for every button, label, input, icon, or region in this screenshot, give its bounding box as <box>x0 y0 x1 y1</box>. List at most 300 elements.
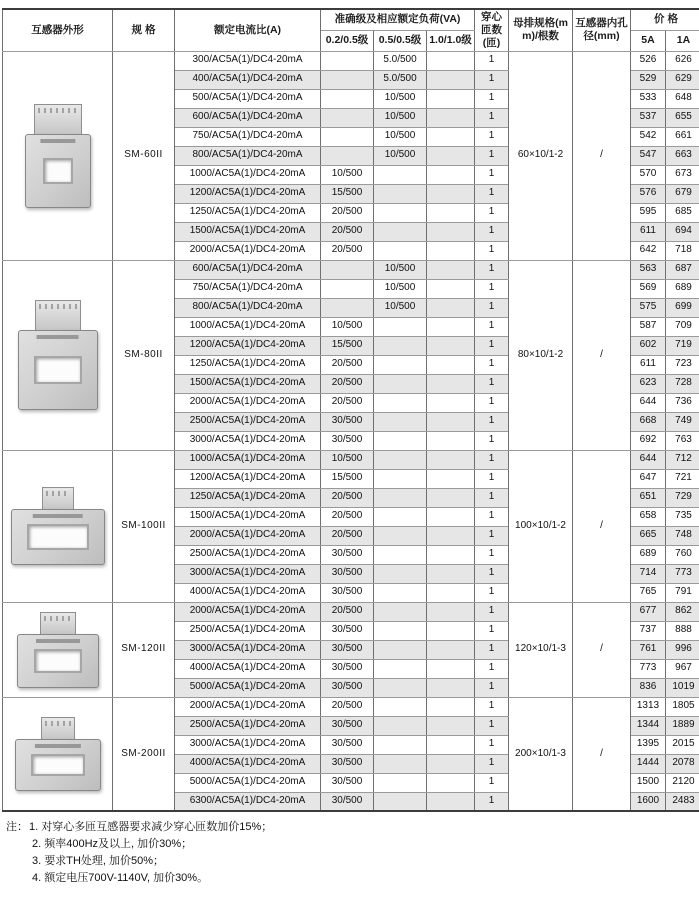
turns-value: 1 <box>475 355 509 374</box>
price-5a-value: 587 <box>631 317 666 336</box>
price-1a-value: 862 <box>666 602 699 621</box>
col-header-accuracy-0205: 0.2/0.5级 <box>321 30 374 51</box>
hole-diameter-value: / <box>573 51 631 260</box>
accuracy-0205-value <box>321 108 374 127</box>
spec-table-body <box>3 51 699 811</box>
note-item-1: 1. 对穿心多匝互感器要求减少穿心匝数加价15%； <box>29 821 273 833</box>
accuracy-0505-value <box>374 640 427 659</box>
busbar-spec-value: 200×10/1-3 <box>509 697 573 811</box>
accuracy-0205-value: 30/500 <box>321 659 374 678</box>
ratio-value: 2500/AC5A(1)/DC4-20mA <box>175 716 321 735</box>
hole-diameter-value: / <box>573 602 631 697</box>
price-1a-value: 735 <box>666 507 699 526</box>
price-1a-value: 719 <box>666 336 699 355</box>
accuracy-0505-value: 10/500 <box>374 108 427 127</box>
turns-value: 1 <box>475 773 509 792</box>
accuracy-0205-value <box>321 89 374 108</box>
ratio-value: 5000/AC5A(1)/DC4-20mA <box>175 678 321 697</box>
accuracy-0205-value: 30/500 <box>321 754 374 773</box>
busbar-spec-value: 60×10/1-2 <box>509 51 573 260</box>
ratio-value: 1000/AC5A(1)/DC4-20mA <box>175 165 321 184</box>
ratio-value: 5000/AC5A(1)/DC4-20mA <box>175 773 321 792</box>
accuracy-0505-value <box>374 355 427 374</box>
turns-value: 1 <box>475 146 509 165</box>
price-1a-value: 791 <box>666 583 699 602</box>
price-1a-value: 673 <box>666 165 699 184</box>
transformer-terminal-block <box>35 300 81 330</box>
price-1a-value: 629 <box>666 70 699 89</box>
transformer-body <box>25 134 91 208</box>
transformer-figure-cell <box>3 602 113 697</box>
hole-diameter-value: / <box>573 697 631 811</box>
ratio-value: 2500/AC5A(1)/DC4-20mA <box>175 621 321 640</box>
accuracy-0205-value: 15/500 <box>321 469 374 488</box>
accuracy-0505-value: 10/500 <box>374 260 427 279</box>
accuracy-0505-value: 10/500 <box>374 279 427 298</box>
accuracy-1010-value <box>427 203 475 222</box>
price-5a-value: 1344 <box>631 716 666 735</box>
accuracy-1010-value <box>427 51 475 70</box>
price-1a-value: 709 <box>666 317 699 336</box>
ratio-value: 4000/AC5A(1)/DC4-20mA <box>175 583 321 602</box>
turns-value: 1 <box>475 754 509 773</box>
price-5a-value: 575 <box>631 298 666 317</box>
accuracy-0505-value <box>374 621 427 640</box>
turns-value: 1 <box>475 127 509 146</box>
turns-value: 1 <box>475 336 509 355</box>
price-1a-value: 967 <box>666 659 699 678</box>
accuracy-1010-value <box>427 621 475 640</box>
accuracy-0205-value: 20/500 <box>321 526 374 545</box>
ratio-value: 1200/AC5A(1)/DC4-20mA <box>175 469 321 488</box>
price-5a-value: 529 <box>631 70 666 89</box>
accuracy-0505-value <box>374 754 427 773</box>
turns-value: 1 <box>475 317 509 336</box>
turns-value: 1 <box>475 697 509 716</box>
accuracy-1010-value <box>427 108 475 127</box>
accuracy-0205-value: 20/500 <box>321 602 374 621</box>
ratio-value: 2000/AC5A(1)/DC4-20mA <box>175 241 321 260</box>
price-5a-value: 647 <box>631 469 666 488</box>
col-header-ratio: 额定电流比(A) <box>175 9 321 51</box>
accuracy-0205-value: 30/500 <box>321 792 374 811</box>
accuracy-0205-value: 30/500 <box>321 773 374 792</box>
ratio-value: 3000/AC5A(1)/DC4-20mA <box>175 640 321 659</box>
accuracy-0505-value <box>374 374 427 393</box>
price-1a-value: 1019 <box>666 678 699 697</box>
price-1a-value: 661 <box>666 127 699 146</box>
ratio-value: 1000/AC5A(1)/DC4-20mA <box>175 317 321 336</box>
price-1a-value: 748 <box>666 526 699 545</box>
turns-value: 1 <box>475 526 509 545</box>
table-header <box>3 9 699 51</box>
ratio-value: 2000/AC5A(1)/DC4-20mA <box>175 602 321 621</box>
transformer-photo <box>4 717 111 791</box>
price-5a-value: 611 <box>631 222 666 241</box>
price-1a-value: 749 <box>666 412 699 431</box>
price-5a-value: 737 <box>631 621 666 640</box>
price-5a-value: 689 <box>631 545 666 564</box>
accuracy-0205-value: 20/500 <box>321 222 374 241</box>
spec-label: SM-200II <box>113 697 175 811</box>
turns-value: 1 <box>475 640 509 659</box>
transformer-photo <box>4 487 111 565</box>
price-5a-value: 644 <box>631 393 666 412</box>
col-header-appearance: 互感器外形 <box>3 9 113 51</box>
price-5a-value: 836 <box>631 678 666 697</box>
ratio-value: 1200/AC5A(1)/DC4-20mA <box>175 336 321 355</box>
ratio-value: 1250/AC5A(1)/DC4-20mA <box>175 355 321 374</box>
accuracy-0205-value: 30/500 <box>321 564 374 583</box>
transformer-window-opening <box>34 649 82 673</box>
accuracy-0205-value: 30/500 <box>321 412 374 431</box>
ratio-value: 2000/AC5A(1)/DC4-20mA <box>175 697 321 716</box>
ratio-value: 4000/AC5A(1)/DC4-20mA <box>175 754 321 773</box>
table-row <box>3 260 699 279</box>
ratio-value: 1200/AC5A(1)/DC4-20mA <box>175 184 321 203</box>
accuracy-0205-value: 20/500 <box>321 374 374 393</box>
table-row <box>3 602 699 621</box>
turns-value: 1 <box>475 222 509 241</box>
ratio-value: 800/AC5A(1)/DC4-20mA <box>175 146 321 165</box>
ratio-value: 1250/AC5A(1)/DC4-20mA <box>175 203 321 222</box>
turns-value: 1 <box>475 51 509 70</box>
price-5a-value: 1444 <box>631 754 666 773</box>
transformer-photo <box>4 300 111 410</box>
accuracy-1010-value <box>427 469 475 488</box>
notes-prefix: 注： <box>6 821 28 833</box>
price-5a-value: 651 <box>631 488 666 507</box>
accuracy-0505-value <box>374 773 427 792</box>
accuracy-1010-value <box>427 431 475 450</box>
price-5a-value: 547 <box>631 146 666 165</box>
transformer-body <box>15 739 101 791</box>
accuracy-0505-value <box>374 507 427 526</box>
accuracy-1010-value <box>427 545 475 564</box>
price-5a-value: 570 <box>631 165 666 184</box>
price-5a-value: 714 <box>631 564 666 583</box>
turns-value: 1 <box>475 469 509 488</box>
accuracy-0205-value <box>321 127 374 146</box>
col-header-price-1a: 1A <box>666 30 699 51</box>
price-1a-value: 996 <box>666 640 699 659</box>
price-1a-value: 687 <box>666 260 699 279</box>
accuracy-0505-value <box>374 792 427 811</box>
price-5a-value: 576 <box>631 184 666 203</box>
price-5a-value: 563 <box>631 260 666 279</box>
ratio-value: 2500/AC5A(1)/DC4-20mA <box>175 412 321 431</box>
price-5a-value: 542 <box>631 127 666 146</box>
turns-value: 1 <box>475 165 509 184</box>
hole-diameter-value: / <box>573 260 631 450</box>
transformer-body <box>18 330 98 410</box>
accuracy-0505-value <box>374 222 427 241</box>
price-5a-value: 569 <box>631 279 666 298</box>
ratio-value: 800/AC5A(1)/DC4-20mA <box>175 298 321 317</box>
price-5a-value: 677 <box>631 602 666 621</box>
table-row <box>3 697 699 716</box>
ratio-value: 1000/AC5A(1)/DC4-20mA <box>175 450 321 469</box>
accuracy-1010-value <box>427 583 475 602</box>
col-header-accuracy-1010: 1.0/1.0级 <box>427 30 475 51</box>
accuracy-1010-value <box>427 374 475 393</box>
accuracy-1010-value <box>427 222 475 241</box>
note-item-2: 2. 频率400Hz及以上, 加价30%； <box>32 838 193 851</box>
table-row <box>3 450 699 469</box>
price-1a-value: 1805 <box>666 697 699 716</box>
spec-label: SM-80II <box>113 260 175 450</box>
turns-value: 1 <box>475 412 509 431</box>
accuracy-0505-value <box>374 526 427 545</box>
accuracy-0505-value: 10/500 <box>374 127 427 146</box>
turns-value: 1 <box>475 298 509 317</box>
turns-value: 1 <box>475 260 509 279</box>
accuracy-0205-value: 10/500 <box>321 165 374 184</box>
accuracy-0205-value: 30/500 <box>321 640 374 659</box>
price-5a-value: 773 <box>631 659 666 678</box>
col-header-accuracy-group: 准确级及相应额定负荷(VA) <box>321 9 475 30</box>
price-1a-value: 699 <box>666 298 699 317</box>
price-1a-value: 626 <box>666 51 699 70</box>
price-1a-value: 685 <box>666 203 699 222</box>
accuracy-0205-value: 30/500 <box>321 545 374 564</box>
hole-diameter-value: / <box>573 450 631 602</box>
accuracy-0505-value <box>374 469 427 488</box>
price-5a-value: 1313 <box>631 697 666 716</box>
accuracy-1010-value <box>427 450 475 469</box>
transformer-window-opening <box>43 158 73 184</box>
accuracy-0505-value <box>374 678 427 697</box>
turns-value: 1 <box>475 792 509 811</box>
accuracy-1010-value <box>427 526 475 545</box>
accuracy-0505-value: 5.0/500 <box>374 51 427 70</box>
price-1a-value: 655 <box>666 108 699 127</box>
ratio-value: 1250/AC5A(1)/DC4-20mA <box>175 488 321 507</box>
price-1a-value: 689 <box>666 279 699 298</box>
accuracy-0505-value <box>374 602 427 621</box>
transformer-figure-cell <box>3 260 113 450</box>
turns-value: 1 <box>475 659 509 678</box>
accuracy-0505-value <box>374 583 427 602</box>
accuracy-0205-value: 15/500 <box>321 184 374 203</box>
turns-value: 1 <box>475 184 509 203</box>
turns-value: 1 <box>475 716 509 735</box>
price-5a-value: 623 <box>631 374 666 393</box>
accuracy-0505-value <box>374 165 427 184</box>
accuracy-0205-value: 20/500 <box>321 355 374 374</box>
ratio-value: 3000/AC5A(1)/DC4-20mA <box>175 431 321 450</box>
accuracy-1010-value <box>427 602 475 621</box>
accuracy-0505-value <box>374 336 427 355</box>
ratio-value: 750/AC5A(1)/DC4-20mA <box>175 279 321 298</box>
accuracy-1010-value <box>427 279 475 298</box>
price-1a-value: 721 <box>666 469 699 488</box>
busbar-spec-value: 80×10/1-2 <box>509 260 573 450</box>
accuracy-0505-value: 5.0/500 <box>374 70 427 89</box>
price-1a-value: 712 <box>666 450 699 469</box>
accuracy-1010-value <box>427 678 475 697</box>
accuracy-0505-value: 10/500 <box>374 298 427 317</box>
transformer-terminal-block <box>42 487 74 509</box>
turns-value: 1 <box>475 545 509 564</box>
accuracy-1010-value <box>427 146 475 165</box>
accuracy-0505-value <box>374 203 427 222</box>
accuracy-1010-value <box>427 165 475 184</box>
accuracy-0205-value: 30/500 <box>321 678 374 697</box>
price-1a-value: 2078 <box>666 754 699 773</box>
price-1a-value: 773 <box>666 564 699 583</box>
accuracy-0205-value: 20/500 <box>321 203 374 222</box>
transformer-photo <box>4 104 111 208</box>
transformer-figure-cell <box>3 450 113 602</box>
col-header-price-5a: 5A <box>631 30 666 51</box>
note-item-3: 3. 要求TH处理, 加价50%； <box>32 855 165 868</box>
accuracy-1010-value <box>427 317 475 336</box>
accuracy-0205-value: 30/500 <box>321 735 374 754</box>
transformer-terminal-block <box>40 612 76 634</box>
ratio-value: 1500/AC5A(1)/DC4-20mA <box>175 374 321 393</box>
accuracy-1010-value <box>427 184 475 203</box>
transformer-photo <box>4 612 111 688</box>
accuracy-0505-value <box>374 488 427 507</box>
accuracy-0505-value <box>374 659 427 678</box>
accuracy-1010-value <box>427 735 475 754</box>
price-1a-value: 2483 <box>666 792 699 811</box>
price-5a-value: 668 <box>631 412 666 431</box>
accuracy-1010-value <box>427 697 475 716</box>
accuracy-0505-value: 10/500 <box>374 89 427 108</box>
accuracy-0205-value: 30/500 <box>321 621 374 640</box>
price-5a-value: 665 <box>631 526 666 545</box>
ratio-value: 750/AC5A(1)/DC4-20mA <box>175 127 321 146</box>
ratio-value: 2000/AC5A(1)/DC4-20mA <box>175 526 321 545</box>
price-5a-value: 765 <box>631 583 666 602</box>
accuracy-0205-value: 20/500 <box>321 697 374 716</box>
accuracy-0505-value <box>374 735 427 754</box>
price-1a-value: 694 <box>666 222 699 241</box>
turns-value: 1 <box>475 431 509 450</box>
accuracy-1010-value <box>427 336 475 355</box>
ratio-value: 300/AC5A(1)/DC4-20mA <box>175 51 321 70</box>
accuracy-0505-value <box>374 450 427 469</box>
turns-value: 1 <box>475 393 509 412</box>
ratio-value: 600/AC5A(1)/DC4-20mA <box>175 108 321 127</box>
turns-value: 1 <box>475 108 509 127</box>
accuracy-0205-value: 30/500 <box>321 716 374 735</box>
price-1a-value: 888 <box>666 621 699 640</box>
accuracy-0205-value <box>321 146 374 165</box>
turns-value: 1 <box>475 735 509 754</box>
accuracy-1010-value <box>427 127 475 146</box>
price-1a-value: 763 <box>666 431 699 450</box>
turns-value: 1 <box>475 241 509 260</box>
turns-value: 1 <box>475 70 509 89</box>
price-1a-value: 723 <box>666 355 699 374</box>
accuracy-1010-value <box>427 393 475 412</box>
turns-value: 1 <box>475 374 509 393</box>
accuracy-1010-value <box>427 507 475 526</box>
price-1a-value: 760 <box>666 545 699 564</box>
accuracy-1010-value <box>427 716 475 735</box>
ratio-value: 400/AC5A(1)/DC4-20mA <box>175 70 321 89</box>
accuracy-0205-value: 30/500 <box>321 431 374 450</box>
accuracy-1010-value <box>427 640 475 659</box>
ratio-value: 2000/AC5A(1)/DC4-20mA <box>175 393 321 412</box>
accuracy-0205-value: 15/500 <box>321 336 374 355</box>
transformer-terminal-block <box>41 717 75 739</box>
col-header-busbar: 母排规格(mm)/根数 <box>509 9 573 51</box>
price-1a-value: 728 <box>666 374 699 393</box>
price-5a-value: 1600 <box>631 792 666 811</box>
transformer-body <box>11 509 105 565</box>
accuracy-1010-value <box>427 89 475 108</box>
note-line-1 <box>6 819 697 836</box>
ratio-value: 1500/AC5A(1)/DC4-20mA <box>175 222 321 241</box>
col-header-accuracy-0505: 0.5/0.5级 <box>374 30 427 51</box>
turns-value: 1 <box>475 602 509 621</box>
transformer-spec-table <box>2 8 699 812</box>
accuracy-0205-value <box>321 51 374 70</box>
accuracy-0505-value <box>374 241 427 260</box>
accuracy-0205-value: 10/500 <box>321 317 374 336</box>
price-5a-value: 658 <box>631 507 666 526</box>
ratio-value: 3000/AC5A(1)/DC4-20mA <box>175 735 321 754</box>
price-5a-value: 602 <box>631 336 666 355</box>
col-header-price-group: 价 格 <box>631 9 699 30</box>
accuracy-0505-value <box>374 317 427 336</box>
turns-value: 1 <box>475 89 509 108</box>
ratio-value: 6300/AC5A(1)/DC4-20mA <box>175 792 321 811</box>
accuracy-0505-value: 10/500 <box>374 146 427 165</box>
turns-value: 1 <box>475 507 509 526</box>
accuracy-1010-value <box>427 241 475 260</box>
accuracy-0505-value <box>374 564 427 583</box>
table-row <box>3 51 699 70</box>
accuracy-0205-value <box>321 298 374 317</box>
price-1a-value: 663 <box>666 146 699 165</box>
turns-value: 1 <box>475 621 509 640</box>
accuracy-1010-value <box>427 70 475 89</box>
turns-value: 1 <box>475 279 509 298</box>
spec-label: SM-60II <box>113 51 175 260</box>
price-5a-value: 1500 <box>631 773 666 792</box>
accuracy-0205-value: 20/500 <box>321 488 374 507</box>
ratio-value: 1500/AC5A(1)/DC4-20mA <box>175 507 321 526</box>
price-5a-value: 595 <box>631 203 666 222</box>
price-5a-value: 611 <box>631 355 666 374</box>
price-5a-value: 761 <box>631 640 666 659</box>
turns-value: 1 <box>475 450 509 469</box>
turns-value: 1 <box>475 203 509 222</box>
price-5a-value: 1395 <box>631 735 666 754</box>
busbar-spec-value: 100×10/1-2 <box>509 450 573 602</box>
busbar-spec-value: 120×10/1-3 <box>509 602 573 697</box>
notes-section <box>2 812 697 887</box>
price-1a-value: 1889 <box>666 716 699 735</box>
spec-label: SM-100II <box>113 450 175 602</box>
turns-value: 1 <box>475 564 509 583</box>
transformer-window-opening <box>31 754 85 776</box>
accuracy-0205-value: 10/500 <box>321 450 374 469</box>
price-5a-value: 692 <box>631 431 666 450</box>
transformer-figure-cell <box>3 51 113 260</box>
ratio-value: 2500/AC5A(1)/DC4-20mA <box>175 545 321 564</box>
header-row-1 <box>3 9 699 30</box>
accuracy-0505-value <box>374 431 427 450</box>
price-5a-value: 526 <box>631 51 666 70</box>
accuracy-0205-value: 20/500 <box>321 241 374 260</box>
price-5a-value: 644 <box>631 450 666 469</box>
